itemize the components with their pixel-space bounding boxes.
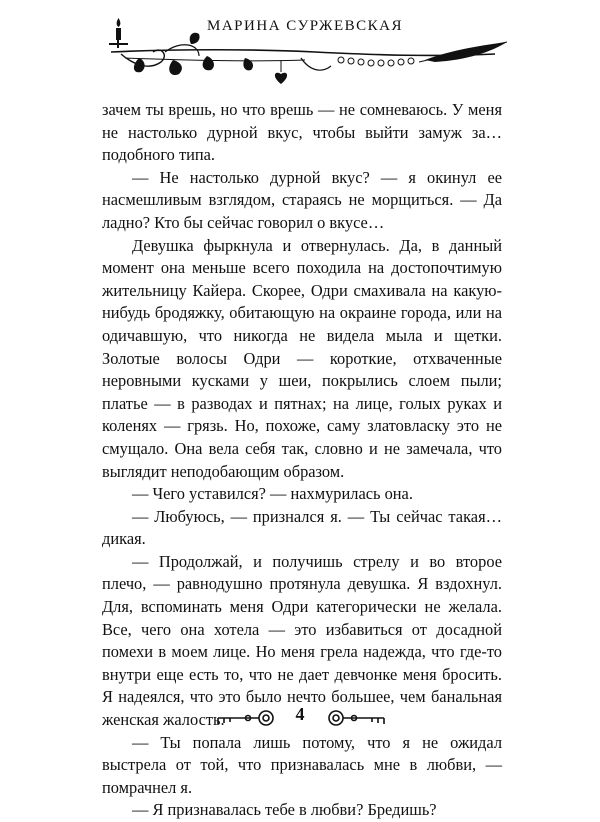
feather-icon [419,42,507,62]
page-number: 4 [295,704,305,724]
ornament-key-right-icon [324,706,390,730]
paragraph: — Чего уставился? — нахмурилась она. [132,484,413,504]
paragraph: — Продолжай, и получишь стрелу и во второе плечо, — равнодушно протянула девушка. Я вздохнул. Для, вспоминать меня Одри категорически не желала. Все, чего она хотела — это избавиться от досадной помехи в моем лице. Но меня грела надежда, что где-то внутри еще есть то, что не дает девчонке меня бросить. Я надеялся, что это было нечто большее, чем банальная женская жалость. [102,551,502,730]
paragraph: — Не настолько дурной вкус? — я окинул ее насмешливым взглядом, стараясь не морщиться. — Да ладно? Кто бы сейчас говорил о вкусе… [102,167,502,232]
paragraph: — Я признавалась тебе в любви? Бредишь? [132,800,437,820]
page-header [95,0,515,100]
ornament-vine-icon [95,0,515,100]
ornament-key-left-icon [212,706,278,730]
paragraph: — Ты попала лишь потому, что я не ожидал выстрела от той, что признавалась мне в любви, — помрачнел я. [102,732,502,797]
paragraph: — Любуюсь, — признался я. — Ты сейчас такая… дикая. [102,506,502,549]
author-name: МАРИНА СУРЖЕВСКАЯ [207,18,403,34]
paragraph: Девушка фыркнула и отвернулась. Да, в данный момент она меньше всего походила на достопочтимую жительницу Кайера. Скорее, Одри смахивала на какую-нибудь бродяжку, обитающую на окраине города, или на одичавшую, что никогда не видела мыла и щетки. Золотые волосы Одри — короткие, отхваченные неровными кусками у шеи, покрылись слоем пыли; платье — в разводах и пятнах; на лице, голых руках и коленях — грязь. Но, похоже, саму златовласку это не смущало. Она вела себя так, словно и не замечала, что выглядит неподобающим образом. [102,235,502,481]
page-footer [0,698,600,738]
candle-icon [109,18,128,48]
paragraph: зачем ты врешь, но что врешь — не сомневаюсь. У меня не настолько дурной вкус, чтобы выйти замуж за… подобного типа. [102,100,502,165]
